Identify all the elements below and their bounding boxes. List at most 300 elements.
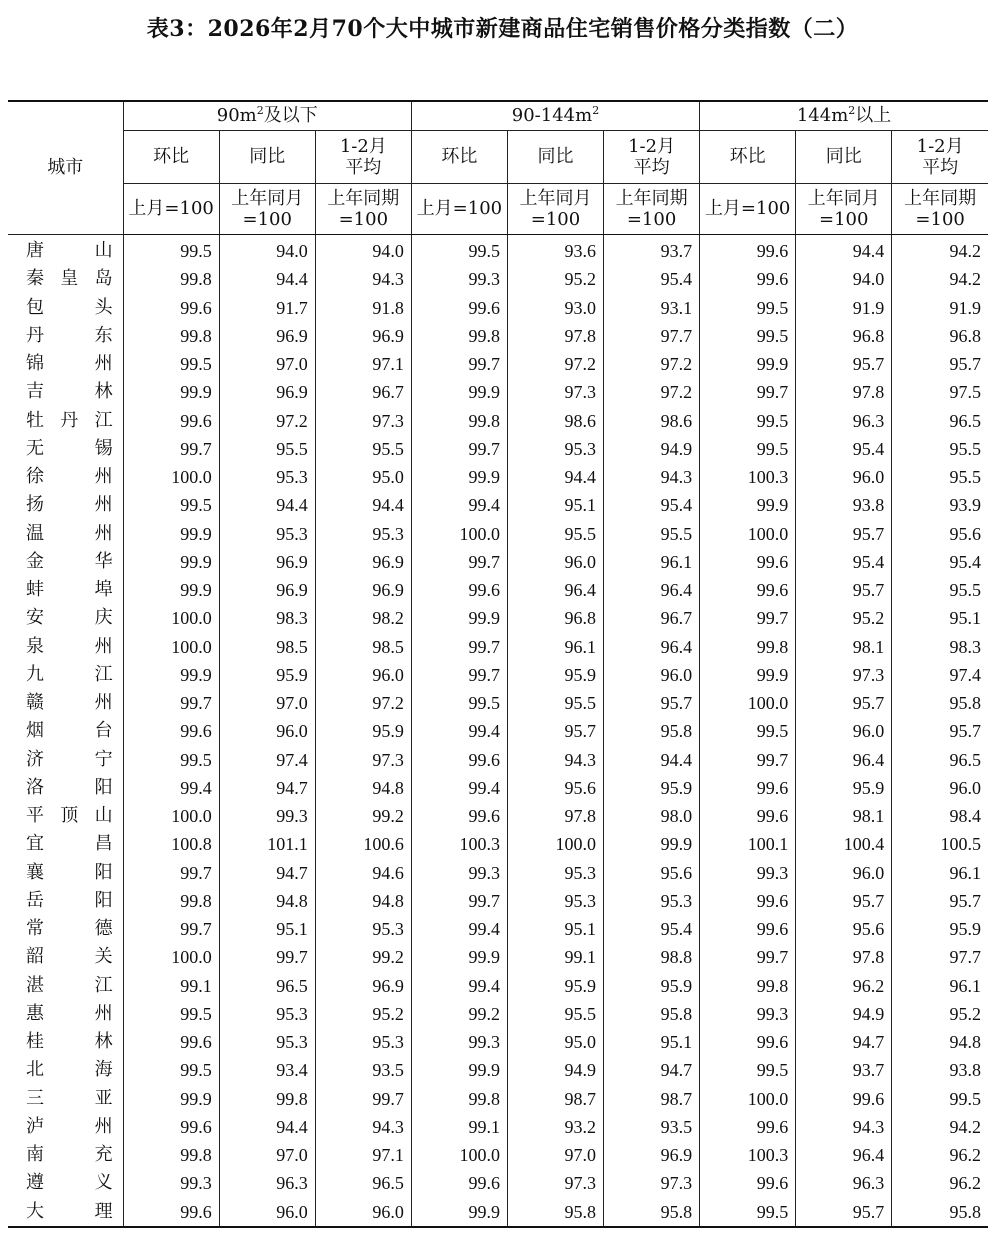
index-value: 96.1 <box>507 633 603 661</box>
city-name: 济宁 <box>26 748 113 770</box>
index-value: 94.3 <box>315 1113 411 1141</box>
city-name: 徐州 <box>26 466 113 488</box>
index-value: 99.6 <box>700 887 796 915</box>
city-name: 丹东 <box>26 324 113 346</box>
index-value: 96.0 <box>796 859 892 887</box>
index-value: 91.7 <box>219 294 315 322</box>
index-value: 95.4 <box>796 548 892 576</box>
index-value: 97.2 <box>604 378 700 406</box>
index-value: 96.5 <box>892 746 988 774</box>
index-value: 95.8 <box>892 689 988 717</box>
index-value: 96.0 <box>507 548 603 576</box>
index-value: 93.8 <box>796 491 892 519</box>
index-value: 97.0 <box>219 689 315 717</box>
index-value: 95.7 <box>892 887 988 915</box>
table-row <box>8 350 988 378</box>
city-name: 宜昌 <box>26 833 113 855</box>
index-value: 96.3 <box>796 407 892 435</box>
index-value: 99.9 <box>411 378 507 406</box>
index-value: 94.3 <box>507 746 603 774</box>
index-value: 99.3 <box>411 265 507 293</box>
index-value: 95.1 <box>507 915 603 943</box>
index-value: 99.1 <box>123 972 219 1000</box>
table-row <box>8 1169 988 1197</box>
index-value: 99.5 <box>123 746 219 774</box>
index-value: 96.1 <box>892 972 988 1000</box>
index-value: 97.7 <box>604 322 700 350</box>
index-value: 99.6 <box>700 265 796 293</box>
index-value: 98.5 <box>219 633 315 661</box>
table-row <box>8 746 988 774</box>
city-name: 泉州 <box>26 635 113 657</box>
index-value: 99.8 <box>123 1141 219 1169</box>
index-value: 99.7 <box>700 746 796 774</box>
index-value: 95.0 <box>507 1028 603 1056</box>
index-value: 95.5 <box>892 576 988 604</box>
table-row <box>8 322 988 350</box>
index-value: 99.7 <box>123 435 219 463</box>
index-value: 99.8 <box>411 322 507 350</box>
city-name: 南充 <box>26 1144 113 1166</box>
index-value: 99.9 <box>123 1085 219 1113</box>
index-value: 99.7 <box>411 548 507 576</box>
index-value: 95.7 <box>796 689 892 717</box>
index-value: 99.6 <box>411 746 507 774</box>
table-row <box>8 520 988 548</box>
index-value: 95.3 <box>219 1028 315 1056</box>
index-value: 95.3 <box>507 435 603 463</box>
index-value: 100.0 <box>700 1085 796 1113</box>
subheader-avg: 1-2月 平均 <box>315 131 411 184</box>
city-name: 湛江 <box>26 974 113 996</box>
index-value: 99.4 <box>411 915 507 943</box>
index-value: 97.2 <box>604 350 700 378</box>
index-value: 93.5 <box>604 1113 700 1141</box>
index-value: 95.9 <box>604 972 700 1000</box>
index-value: 95.6 <box>796 915 892 943</box>
index-value: 96.3 <box>219 1169 315 1197</box>
index-value: 99.4 <box>411 972 507 1000</box>
city-name: 襄阳 <box>26 861 113 883</box>
city-name: 九江 <box>26 663 113 685</box>
city-name: 赣州 <box>26 692 113 714</box>
index-value: 93.2 <box>507 1113 603 1141</box>
index-value: 95.3 <box>219 520 315 548</box>
table-row <box>8 378 988 406</box>
city-column-header: 城市 <box>8 101 123 235</box>
index-value: 99.5 <box>411 689 507 717</box>
index-value: 99.5 <box>700 322 796 350</box>
index-value: 95.8 <box>604 1198 700 1227</box>
index-value: 94.4 <box>604 746 700 774</box>
index-value: 94.0 <box>219 235 315 266</box>
index-value: 97.0 <box>219 350 315 378</box>
index-value: 99.6 <box>700 235 796 266</box>
index-value: 96.1 <box>604 548 700 576</box>
table-row <box>8 830 988 858</box>
table-row <box>8 491 988 519</box>
index-value: 95.5 <box>219 435 315 463</box>
table-row <box>8 435 988 463</box>
index-value: 99.9 <box>411 463 507 491</box>
index-value: 94.4 <box>796 235 892 266</box>
index-value: 99.7 <box>411 633 507 661</box>
index-value: 96.9 <box>219 548 315 576</box>
index-value: 98.0 <box>604 802 700 830</box>
index-value: 97.2 <box>219 407 315 435</box>
city-name: 北海 <box>26 1059 113 1081</box>
index-value: 96.5 <box>315 1169 411 1197</box>
index-value: 99.1 <box>507 943 603 971</box>
index-value: 95.9 <box>604 774 700 802</box>
index-value: 95.3 <box>507 887 603 915</box>
index-value: 95.7 <box>796 1198 892 1227</box>
index-value: 95.7 <box>892 717 988 745</box>
index-value: 97.3 <box>604 1169 700 1197</box>
index-value: 91.9 <box>796 294 892 322</box>
index-value: 98.8 <box>604 943 700 971</box>
index-value: 95.5 <box>507 689 603 717</box>
index-value: 99.5 <box>411 235 507 266</box>
index-value: 97.2 <box>507 350 603 378</box>
index-value: 99.7 <box>123 859 219 887</box>
index-value: 95.6 <box>892 520 988 548</box>
index-value: 99.6 <box>411 294 507 322</box>
index-value: 98.7 <box>604 1085 700 1113</box>
index-value: 99.5 <box>700 1056 796 1084</box>
index-value: 94.7 <box>604 1056 700 1084</box>
index-value: 100.4 <box>796 830 892 858</box>
index-value: 99.6 <box>700 576 796 604</box>
index-value: 96.5 <box>892 407 988 435</box>
index-value: 99.7 <box>411 661 507 689</box>
index-value: 93.9 <box>892 491 988 519</box>
index-value: 99.7 <box>411 350 507 378</box>
subheader-mom: 环比 <box>411 131 507 184</box>
index-value: 96.5 <box>219 972 315 1000</box>
index-value: 99.9 <box>123 661 219 689</box>
table-row <box>8 774 988 802</box>
index-value: 96.0 <box>219 717 315 745</box>
index-value: 96.0 <box>315 1198 411 1227</box>
table-row <box>8 407 988 435</box>
index-value: 95.5 <box>507 1000 603 1028</box>
index-value: 97.8 <box>796 378 892 406</box>
index-value: 93.8 <box>892 1056 988 1084</box>
index-value: 96.0 <box>219 1198 315 1227</box>
table-row <box>8 1198 988 1227</box>
table-row <box>8 661 988 689</box>
index-value: 99.7 <box>700 943 796 971</box>
index-value: 96.0 <box>796 717 892 745</box>
index-value: 94.0 <box>315 235 411 266</box>
city-name: 蚌埠 <box>26 579 113 601</box>
subheader-yoy: 同比 <box>507 131 603 184</box>
table-row <box>8 633 988 661</box>
index-value: 98.7 <box>507 1085 603 1113</box>
index-value: 99.6 <box>123 407 219 435</box>
index-value: 95.5 <box>315 435 411 463</box>
index-value: 100.1 <box>700 830 796 858</box>
table-row <box>8 689 988 717</box>
index-value: 94.4 <box>219 491 315 519</box>
index-value: 96.8 <box>796 322 892 350</box>
index-value: 94.4 <box>507 463 603 491</box>
table-row <box>8 972 988 1000</box>
index-value: 100.3 <box>700 463 796 491</box>
index-value: 97.3 <box>507 378 603 406</box>
index-value: 97.5 <box>892 378 988 406</box>
index-value: 99.6 <box>700 1028 796 1056</box>
index-value: 93.5 <box>315 1056 411 1084</box>
subheader-yoy: 同比 <box>796 131 892 184</box>
index-value: 94.3 <box>604 463 700 491</box>
index-value: 95.8 <box>604 1000 700 1028</box>
table-row <box>8 235 988 266</box>
index-value: 94.7 <box>796 1028 892 1056</box>
index-value: 94.9 <box>507 1056 603 1084</box>
base-yoy: 上年同月 =100 <box>796 184 892 235</box>
index-value: 94.2 <box>892 265 988 293</box>
index-value: 99.6 <box>123 1113 219 1141</box>
index-value: 100.0 <box>123 604 219 632</box>
index-value: 96.9 <box>315 322 411 350</box>
index-value: 100.8 <box>123 830 219 858</box>
index-value: 99.6 <box>411 802 507 830</box>
index-value: 95.9 <box>219 661 315 689</box>
table-row <box>8 1085 988 1113</box>
index-value: 98.1 <box>796 802 892 830</box>
index-value: 99.9 <box>700 661 796 689</box>
index-value: 99.9 <box>700 350 796 378</box>
index-value: 94.2 <box>892 235 988 266</box>
table-row <box>8 915 988 943</box>
index-value: 99.5 <box>123 491 219 519</box>
city-name: 金华 <box>26 550 113 572</box>
index-value: 98.6 <box>507 407 603 435</box>
index-value: 96.8 <box>892 322 988 350</box>
index-value: 95.3 <box>604 887 700 915</box>
index-value: 96.4 <box>507 576 603 604</box>
index-value: 99.4 <box>123 774 219 802</box>
index-value: 96.0 <box>796 463 892 491</box>
index-value: 99.7 <box>411 887 507 915</box>
group-header-under-90: $90m^2$及以下 <box>123 101 411 131</box>
index-value: 94.7 <box>219 774 315 802</box>
index-value: 95.4 <box>604 491 700 519</box>
table-row <box>8 1113 988 1141</box>
index-value: 101.1 <box>219 830 315 858</box>
index-value: 94.4 <box>315 491 411 519</box>
index-value: 97.2 <box>315 689 411 717</box>
index-value: 99.8 <box>411 1085 507 1113</box>
index-value: 99.6 <box>123 717 219 745</box>
index-value: 99.3 <box>411 859 507 887</box>
index-value: 100.6 <box>315 830 411 858</box>
index-value: 97.8 <box>507 802 603 830</box>
index-value: 96.9 <box>315 576 411 604</box>
index-value: 95.9 <box>507 972 603 1000</box>
index-value: 95.2 <box>796 604 892 632</box>
index-value: 99.8 <box>700 633 796 661</box>
index-value: 95.7 <box>796 887 892 915</box>
index-value: 95.9 <box>507 661 603 689</box>
index-value: 97.3 <box>507 1169 603 1197</box>
index-value: 100.0 <box>411 1141 507 1169</box>
index-value: 97.3 <box>315 746 411 774</box>
index-value: 95.4 <box>604 265 700 293</box>
index-value: 100.3 <box>411 830 507 858</box>
index-value: 100.0 <box>507 830 603 858</box>
index-value: 97.1 <box>315 1141 411 1169</box>
index-value: 99.5 <box>700 294 796 322</box>
index-value: 93.7 <box>604 235 700 266</box>
table-row <box>8 548 988 576</box>
index-value: 95.1 <box>892 604 988 632</box>
index-value: 99.5 <box>700 435 796 463</box>
city-name: 烟台 <box>26 720 113 742</box>
index-value: 100.0 <box>700 689 796 717</box>
index-value: 94.8 <box>892 1028 988 1056</box>
price-index-table <box>8 100 988 1228</box>
index-value: 100.5 <box>892 830 988 858</box>
index-value: 97.7 <box>892 943 988 971</box>
index-value: 99.6 <box>411 576 507 604</box>
index-value: 95.1 <box>507 491 603 519</box>
index-value: 99.6 <box>123 1028 219 1056</box>
index-value: 99.7 <box>700 378 796 406</box>
base-yoy: 上年同月 =100 <box>219 184 315 235</box>
index-value: 99.8 <box>123 887 219 915</box>
index-value: 95.3 <box>219 1000 315 1028</box>
table-row <box>8 576 988 604</box>
index-value: 99.4 <box>411 774 507 802</box>
index-value: 95.3 <box>315 915 411 943</box>
index-value: 95.9 <box>796 774 892 802</box>
index-value: 98.3 <box>892 633 988 661</box>
index-value: 94.8 <box>315 887 411 915</box>
index-value: 99.9 <box>411 943 507 971</box>
index-value: 95.0 <box>315 463 411 491</box>
index-value: 98.4 <box>892 802 988 830</box>
base-yoy: 上年同月 =100 <box>507 184 603 235</box>
index-value: 96.3 <box>796 1169 892 1197</box>
index-value: 99.4 <box>411 491 507 519</box>
index-value: 99.5 <box>123 350 219 378</box>
index-value: 100.0 <box>123 802 219 830</box>
index-value: 97.4 <box>219 746 315 774</box>
city-name: 岳阳 <box>26 889 113 911</box>
subheader-mom: 环比 <box>123 131 219 184</box>
index-value: 99.3 <box>123 1169 219 1197</box>
index-value: 96.2 <box>796 972 892 1000</box>
index-value: 94.2 <box>892 1113 988 1141</box>
table-header <box>8 101 988 235</box>
city-name: 锦州 <box>26 353 113 375</box>
city-name: 泸州 <box>26 1115 113 1137</box>
index-value: 95.8 <box>892 1198 988 1227</box>
index-value: 99.7 <box>315 1085 411 1113</box>
index-value: 96.4 <box>604 633 700 661</box>
index-value: 96.0 <box>315 661 411 689</box>
index-value: 96.2 <box>892 1169 988 1197</box>
index-value: 99.5 <box>700 407 796 435</box>
city-name: 桂林 <box>26 1031 113 1053</box>
index-value: 99.5 <box>123 235 219 266</box>
index-value: 100.0 <box>700 520 796 548</box>
index-value: 99.4 <box>411 717 507 745</box>
index-value: 95.4 <box>604 915 700 943</box>
index-value: 99.9 <box>604 830 700 858</box>
base-mom: 上月=100 <box>123 184 219 235</box>
city-name: 洛阳 <box>26 776 113 798</box>
index-value: 97.0 <box>507 1141 603 1169</box>
index-value: 96.0 <box>604 661 700 689</box>
index-value: 95.5 <box>892 463 988 491</box>
index-value: 99.5 <box>123 1056 219 1084</box>
index-value: 99.6 <box>796 1085 892 1113</box>
index-value: 95.3 <box>219 463 315 491</box>
subheader-avg: 1-2月 平均 <box>604 131 700 184</box>
city-name: 三亚 <box>26 1087 113 1109</box>
group-header-over-144: $144m^2$以上 <box>700 101 988 131</box>
index-value: 94.7 <box>219 859 315 887</box>
index-value: 93.1 <box>604 294 700 322</box>
index-value: 99.9 <box>123 378 219 406</box>
index-value: 99.6 <box>700 1169 796 1197</box>
city-name: 韶关 <box>26 946 113 968</box>
city-name: 安庆 <box>26 607 113 629</box>
index-value: 95.9 <box>315 717 411 745</box>
base-avg: 上年同期 =100 <box>604 184 700 235</box>
index-value: 99.9 <box>123 576 219 604</box>
index-value: 98.1 <box>796 633 892 661</box>
city-name: 唐山 <box>26 240 113 262</box>
index-value: 100.0 <box>123 463 219 491</box>
index-value: 99.3 <box>219 802 315 830</box>
city-name: 遵义 <box>26 1172 113 1194</box>
index-value: 99.6 <box>700 1113 796 1141</box>
index-value: 94.8 <box>315 774 411 802</box>
index-value: 97.3 <box>315 407 411 435</box>
index-value: 99.5 <box>892 1085 988 1113</box>
index-value: 95.3 <box>507 859 603 887</box>
index-value: 95.2 <box>507 265 603 293</box>
table-row <box>8 1056 988 1084</box>
index-value: 99.9 <box>411 604 507 632</box>
index-value: 95.2 <box>892 1000 988 1028</box>
index-value: 93.7 <box>796 1056 892 1084</box>
index-value: 99.2 <box>315 802 411 830</box>
subheader-yoy: 同比 <box>219 131 315 184</box>
index-value: 96.8 <box>507 604 603 632</box>
index-value: 99.8 <box>700 972 796 1000</box>
table-row <box>8 887 988 915</box>
index-value: 98.2 <box>315 604 411 632</box>
index-value: 96.2 <box>892 1141 988 1169</box>
index-value: 96.1 <box>892 859 988 887</box>
index-value: 96.0 <box>892 774 988 802</box>
index-value: 94.0 <box>796 265 892 293</box>
index-value: 96.9 <box>219 322 315 350</box>
subheader-mom: 环比 <box>700 131 796 184</box>
index-value: 99.6 <box>700 774 796 802</box>
index-value: 100.0 <box>123 943 219 971</box>
index-value: 95.5 <box>892 435 988 463</box>
page-title: 表3：2026年2月70个大中城市新建商品住宅销售价格分类指数（二） <box>146 16 859 42</box>
base-avg: 上年同期 =100 <box>892 184 988 235</box>
index-value: 93.0 <box>507 294 603 322</box>
